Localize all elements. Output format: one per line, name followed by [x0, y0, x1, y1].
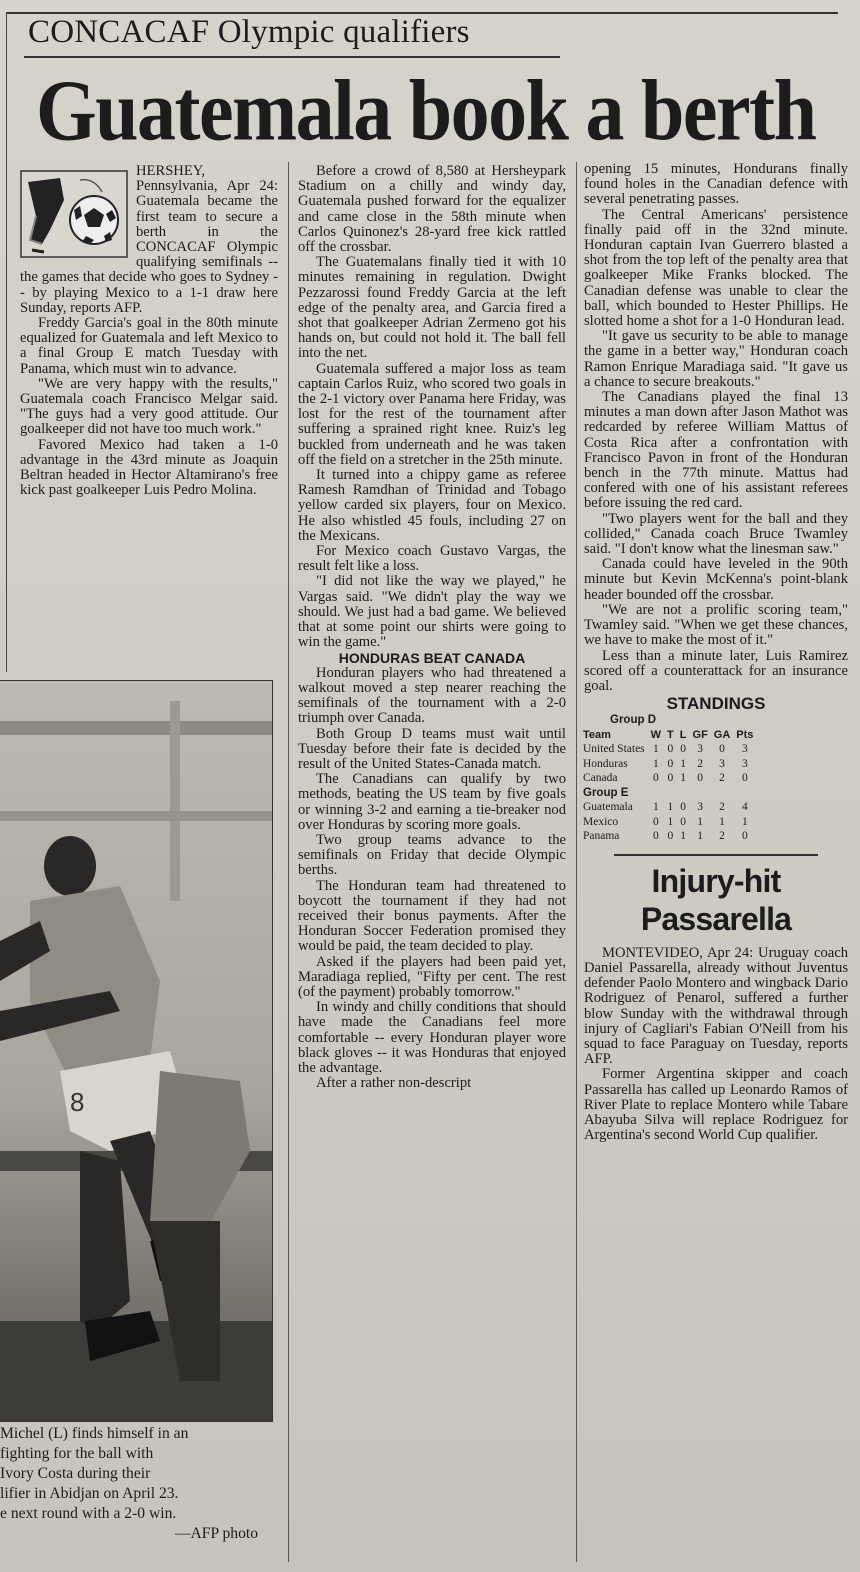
article-paragraph: After a rather non-descript — [316, 1075, 472, 1092]
article-paragraph: The Canadians played the final 13 minutes a man down after Jason Mathot was redcarded by referee William Mattus of Costa Rica after a confrontation with Francisco Pavon in front of the Honduran bench in the 77th minute. Mattus had confered with one of his assistant referees before issuing the red card. — [584, 389, 848, 512]
article-paragraph: Canada could have leveled in the 90th minute but Kevin McKenna's point-blank header bounded off the crossbar. — [584, 556, 848, 603]
caption-line: fighting for the ball with — [0, 1445, 154, 1462]
stat-cell: 2 — [719, 830, 725, 843]
article-paragraph: It turned into a chippy game as referee Ramesh Ramdhan of Trinidad and Tobago yellow carded six players, four on Mexico. He also whistled 45 fouls, including 27 on the Mexicans. — [298, 467, 566, 544]
stat-cell: 0 — [719, 743, 725, 756]
stat-cell: 1 — [652, 801, 659, 814]
stat-cell: 0 — [741, 830, 748, 843]
left-rule — [6, 12, 7, 672]
caption-line: e next round with a 2-0 win. — [0, 1505, 177, 1522]
stat-cell: 1 — [680, 830, 687, 843]
stat-cell: 1 — [667, 801, 674, 814]
kicker: CONCACAF Olympic qualifiers — [28, 14, 470, 50]
article-paragraph: "It gave us security to be able to manage the game in a better way," Honduran coach Ramon Enrique Maradiaga said. "It gave us a chance to secure breakouts." — [584, 328, 848, 390]
article-paragraph: Guatemala suffered a major loss as team captain Carlos Ruiz, who scored two goals in the 2-1 victory over Panama here Friday, was lost for the rest of the tournament after suffering a sprained right knee. Ruiz's leg buckled from underneath and he was taken off the field on a stretcher in the 25th minute. — [298, 360, 566, 468]
article-paragraph: Two group teams advance to the semifinals on Friday that decide Olympic berths. — [298, 831, 566, 879]
header-l: L — [679, 728, 687, 741]
article-paragraph: HERSHEY, Pennsylvania, Apr 24: Guatemala became the first team to secure a berth in the CONCACAF Olympic qualifying semifinals -- the games that decide who goes to Sydney -- by playing Mexico to a 1-1 draw here Sunday, reports AFP. — [20, 163, 278, 316]
article-paragraph: Honduran players who had threatened a walkout moved a step nearer reaching the semifinals of the tournament with a 2-0 triumph over Canada. — [298, 664, 566, 727]
stat-cell: 0 — [741, 772, 748, 785]
article-paragraph: "I did not like the way we played," he Vargas said. "We didn't play the way we should. We just had a bad game. We believed that at some point our shirts were going to win the game." — [298, 573, 566, 651]
photo-credit: —AFP photo — [174, 1525, 258, 1542]
header-pts: Pts — [736, 728, 754, 741]
header-gf: GF — [692, 728, 708, 741]
header-ga: GA — [713, 728, 731, 741]
section-rule — [614, 854, 818, 856]
article-paragraph: Asked if the players had been paid yet, Maradiaga replied, "Fifty per cent. The rest (of the payment) probably tomorrow." — [298, 953, 566, 1000]
header-team: Team — [583, 728, 611, 741]
article-paragraph: Before a crowd of 8,580 at Hersheypark Stadium on a chilly and windy day, Guatemala pushed forward for the equalizer and came close in the 58th minute when Carlos Quinonez's 28-yard free kick rattled off the crossbar. — [298, 163, 566, 256]
group-name: Group D — [610, 714, 656, 727]
headline: Guatemala book a berth — [36, 61, 816, 159]
stat-cell: 0 — [667, 757, 674, 770]
team-cell: Mexico — [583, 815, 619, 828]
article-paragraph: The Canadians can qualify by two methods, beating the US team by five goals or winning 3-2 and earning a tie-breaker nod over Honduras by scoring more goals. — [298, 771, 566, 833]
header-t: T — [667, 728, 674, 741]
stat-cell: 1 — [719, 815, 725, 828]
article-paragraph: The Guatemalans finally tied it with 10 minutes remaining in regulation. Dwight Pezzarossi found Freddy Garcia at the left edge of the penalty area, and Garcia fired a shot that goalkeeper Adrian Zermeno got his hands on, but could not hold it. The ball fell into the net. — [298, 254, 566, 362]
team-cell: Panama — [583, 830, 620, 843]
stat-cell: 1 — [652, 757, 659, 770]
stat-cell: 1 — [697, 815, 704, 828]
standings-group-row — [580, 786, 756, 801]
column-rule — [576, 162, 577, 1562]
stat-cell: 0 — [667, 743, 674, 756]
article-paragraph: For Mexico coach Gustavo Vargas, the result felt like a loss. — [298, 543, 566, 575]
team-cell: Honduras — [583, 757, 628, 770]
stat-cell: 0 — [680, 801, 687, 814]
svg-text:8: 8 — [70, 1087, 85, 1117]
article-column-1 — [20, 164, 278, 498]
article2-headline — [584, 862, 848, 938]
stat-cell: 3 — [697, 801, 704, 814]
stat-cell: 0 — [652, 772, 659, 785]
caption-line: Ivory Costa during their — [0, 1465, 151, 1482]
table-row — [580, 815, 756, 830]
article-paragraph: Less than a minute later, Luis Ramirez scored off a counterattack for an insurance goal. — [584, 647, 848, 694]
stat-cell: 1 — [741, 815, 748, 828]
article-paragraph: "We are very happy with the results," Guatemala coach Francisco Melgar said. "The guys had a very good attitude. Our goalkeeper did not have too much work." — [20, 375, 278, 438]
photo-image — [0, 681, 272, 1421]
article2-headline-line: Passarella — [640, 900, 792, 937]
table-row — [580, 742, 756, 757]
stat-cell: 1 — [680, 757, 687, 770]
article-paragraph: opening 15 minutes, Hondurans finally found holes in the Canadian defence with several penetrating passes. — [584, 161, 848, 208]
article-paragraph: "Two players went for the ball and they collided," Canada coach Bruce Twamley said. "I don't know what the linesman saw." — [584, 510, 848, 558]
soccer-boot-ball-icon — [20, 170, 128, 258]
standings-header-row — [580, 728, 756, 743]
caption-line: lifier in Abidjan on April 23. — [0, 1485, 179, 1502]
stat-cell: 0 — [652, 815, 659, 828]
article-paragraph: Both Group D teams must wait until Tuesday before their fate is decided by the result of the United States-Canada match. — [298, 725, 566, 772]
stat-cell: 0 — [697, 772, 704, 785]
article-paragraph: MONTEVIDEO, Apr 24: Uruguay coach Daniel Passarella, already without Juventus defender Paolo Montero and wingback Dario Rodriguez of Penarol, suffered a further blow Sunday with the withdrawal through injury of Cagliari's Fabian O'Neill from his squad to face Paraguay on Tuesday, reports AFP. — [584, 944, 848, 1068]
stat-cell: 3 — [719, 757, 725, 770]
article-paragraph: The Honduran team had threatened to boycott the tournament if they had not received their bonus payments. After the Honduran Soccer Federation promised they would be paid, the team decided to play. — [298, 877, 566, 955]
stat-cell: 2 — [719, 772, 725, 785]
stat-cell: 1 — [697, 830, 704, 843]
standings-table — [580, 713, 756, 844]
stat-cell: 1 — [667, 815, 674, 828]
team-cell: United States — [583, 743, 645, 756]
article-paragraph: Freddy Garcia's goal in the 80th minute equalized for Guatemala and left Mexico to a final Group E match Tuesday with Panama, which must win to advance. — [20, 315, 278, 377]
stat-cell: 3 — [697, 743, 704, 756]
stat-cell: 2 — [697, 757, 704, 770]
caption-line: Michel (L) finds himself in an — [0, 1425, 189, 1442]
stat-cell: 0 — [667, 830, 674, 843]
article-paragraph: In windy and chilly conditions that should have made the Canadians feel more comfortable -- every Honduran player wore black gloves -- it was Honduras that enjoyed the advantage. — [298, 999, 566, 1076]
subhead: HONDURAS BEAT CANADA — [338, 649, 526, 666]
article-paragraph: The Central Americans' persistence finally paid off in the 32nd minute. Honduran captain Ivan Guerrero blasted a shot from the top left of the penalty area that goalkeeper Mike Franks blocked. The Canadian defense was unable to clear the ball, which bounded to Hester Phillips. He slotted home a shot for a 1-0 Honduran lead. — [584, 206, 848, 330]
table-row — [580, 757, 756, 772]
table-row — [580, 829, 756, 844]
header-w: W — [650, 728, 662, 741]
article-paragraph: "We are not a prolific scoring team," Twamley said. "When we get these chances, we have to make the most of it." — [584, 601, 848, 649]
column-rule — [288, 162, 289, 1562]
article-paragraph: Former Argentina skipper and coach Passarella has called up Leonardo Ramos of River Plate to replace Montero while Tabare Abayuba Silva will replace Rodriguez for Argentina's second World Cup qualifier. — [584, 1066, 848, 1144]
table-row — [580, 771, 756, 786]
match-photo — [0, 680, 273, 1422]
photo-caption — [0, 1424, 270, 1544]
team-cell: Guatemala — [583, 801, 633, 814]
stat-cell: 0 — [680, 743, 687, 756]
standings-group-row — [580, 713, 756, 728]
stat-cell: 0 — [667, 772, 674, 785]
stat-cell: 0 — [680, 815, 687, 828]
article2-headline-line: Injury-hit — [651, 862, 781, 899]
group-name: Group E — [583, 786, 629, 799]
stat-cell: 0 — [652, 830, 659, 843]
stat-cell: 4 — [741, 801, 748, 814]
standings-title: STANDINGS — [666, 694, 766, 714]
stat-cell: 1 — [680, 772, 687, 785]
article-column-2 — [298, 164, 566, 1091]
team-cell: Canada — [583, 772, 618, 785]
stat-cell: 2 — [719, 801, 725, 814]
stat-cell: 3 — [741, 743, 748, 756]
stat-cell: 3 — [741, 757, 748, 770]
table-row — [580, 800, 756, 815]
kicker-rule — [24, 56, 560, 58]
article-paragraph: Favored Mexico had taken a 1-0 advantage in the 43rd minute as Joaquin Beltran headed in Hector Altamirano's free kick past goalkeeper Luis Pedro Molina. — [20, 436, 278, 499]
stat-cell: 1 — [652, 743, 659, 756]
article-column-3 — [584, 162, 848, 1143]
